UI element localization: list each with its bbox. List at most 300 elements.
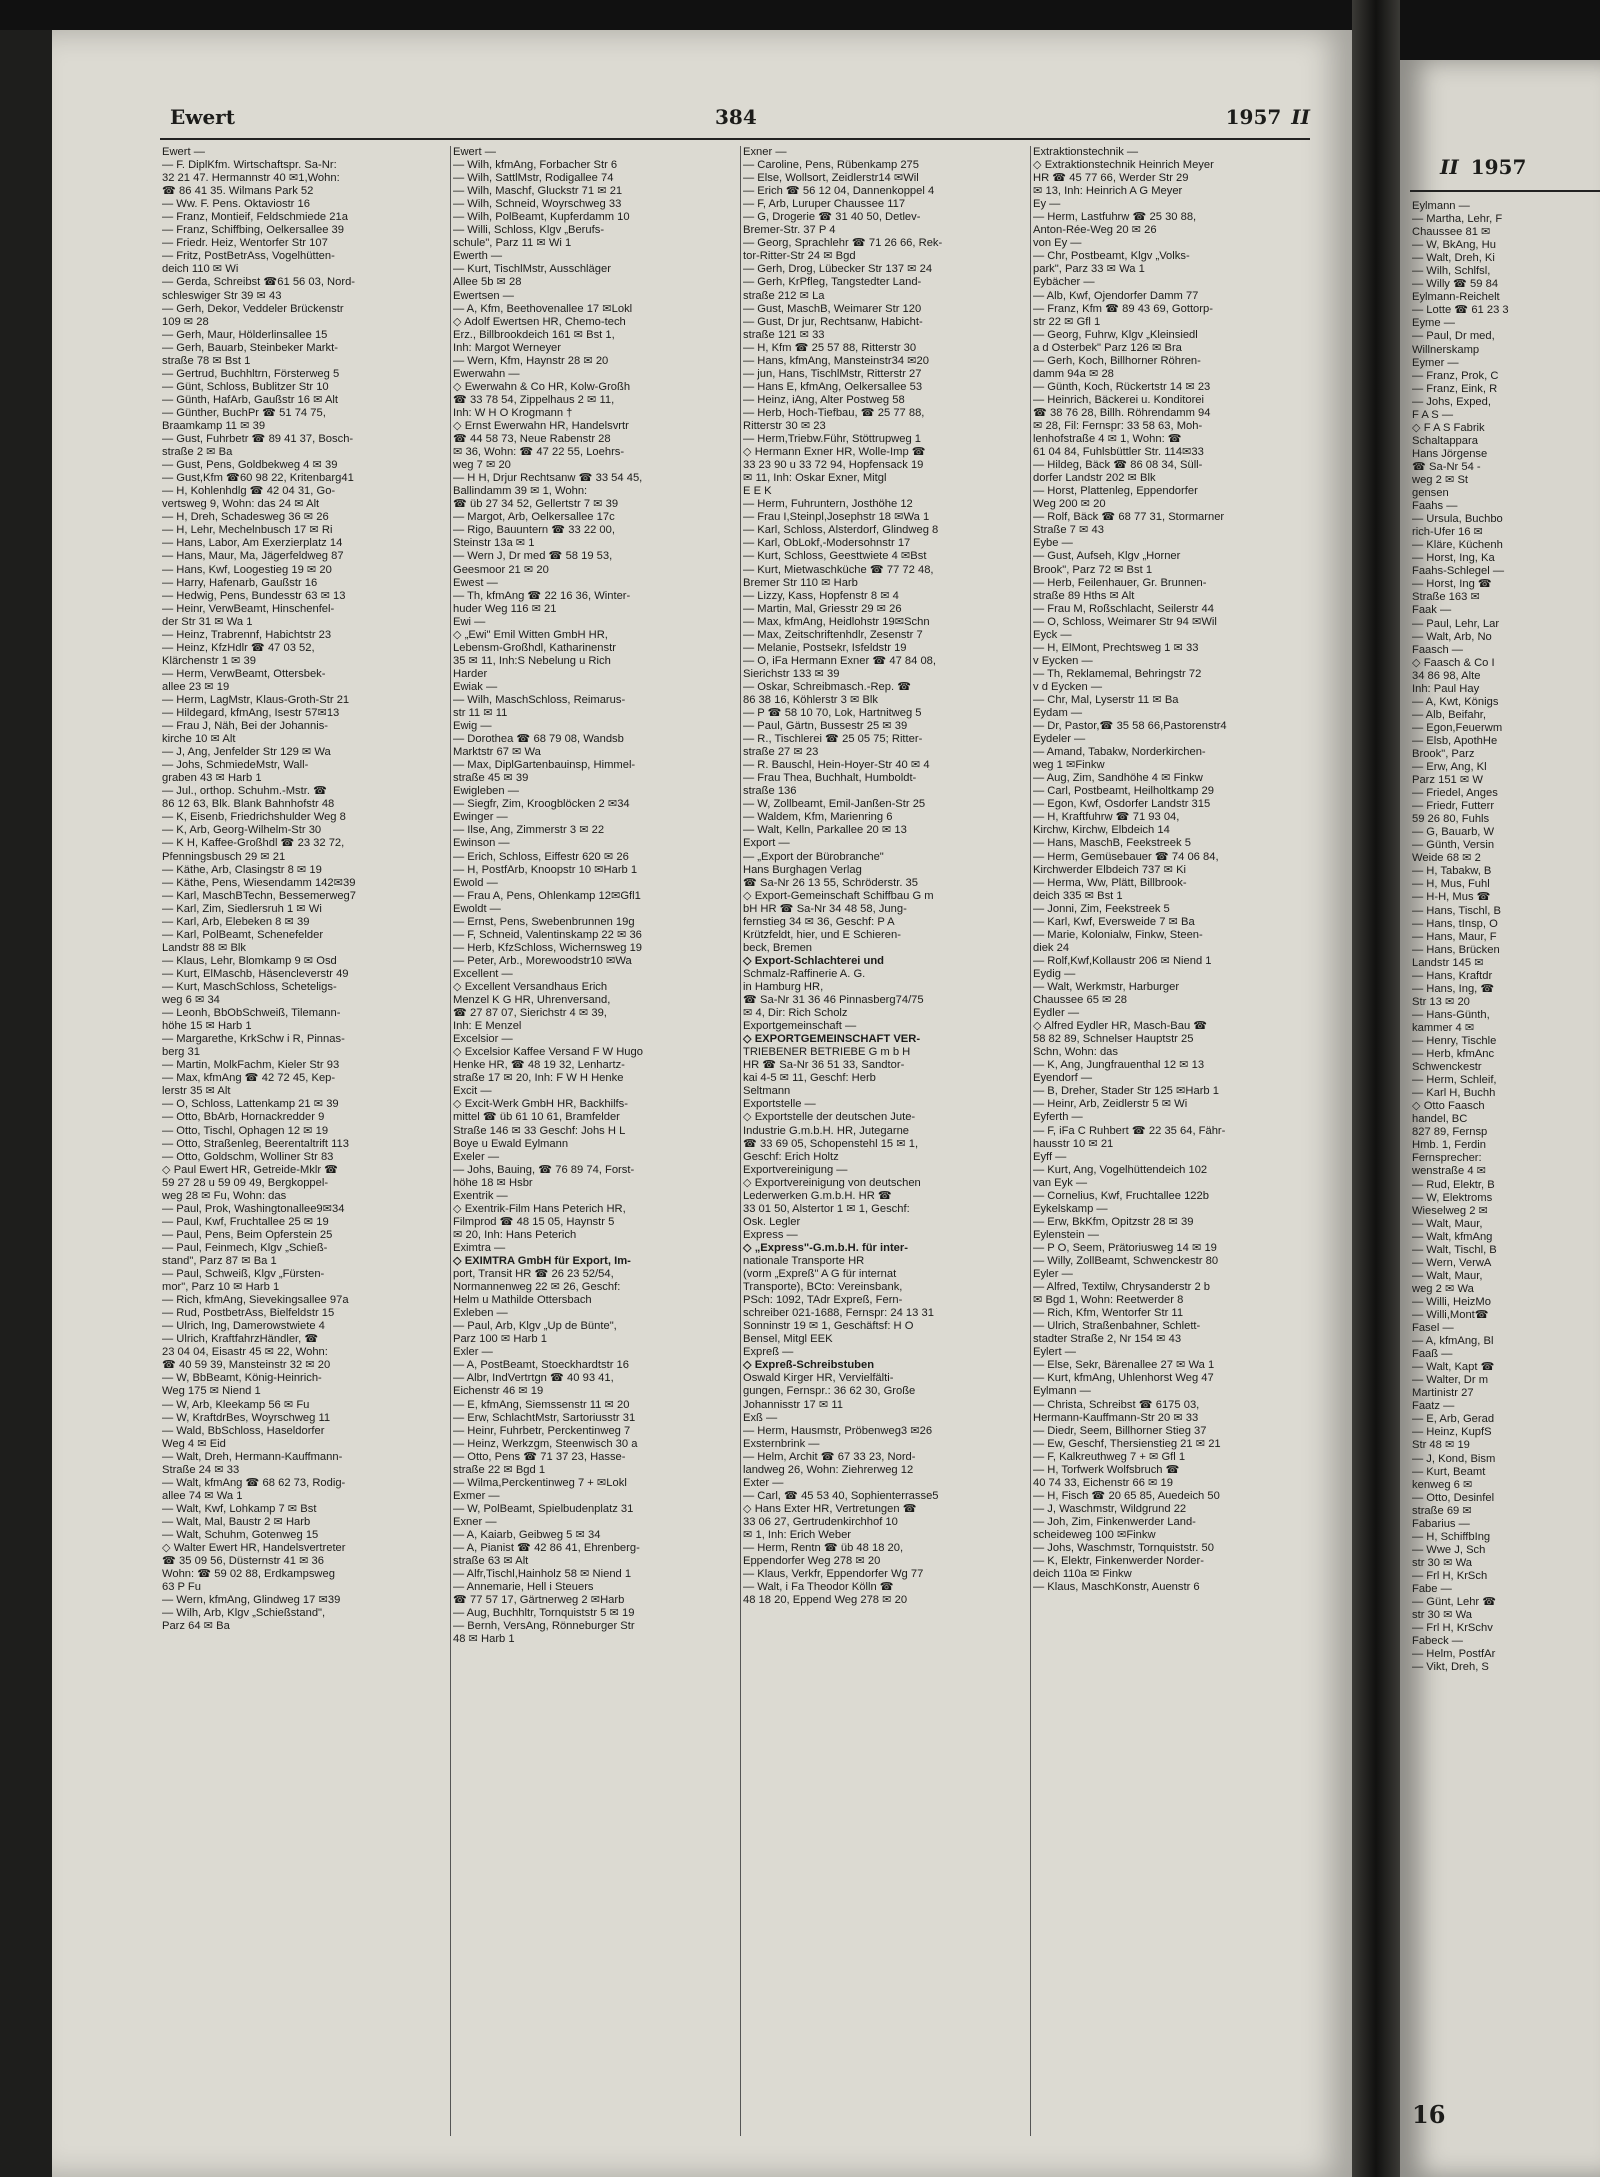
directory-entry-line: — R. Bauschl, Hein-Hoyer-Str 40 ✉ 4: [743, 759, 930, 772]
directory-entry-line: Ewerth —: [453, 250, 503, 263]
directory-entry-line: lerstr 35 ✉ Alt: [162, 1085, 231, 1098]
directory-entry-line: — Gerh, Bauarb, Steinbeker Markt-: [162, 341, 338, 354]
directory-entry-line: — Walt, Maur,: [1412, 1269, 1483, 1282]
directory-entry-line: — Karl, Kwf, Eversweide 7 ✉ Ba: [1033, 915, 1195, 928]
directory-entry-line: — W, Arb, Kleekamp 56 ✉ Fu: [162, 1398, 310, 1411]
directory-entry-line: Schwenckestr: [1412, 1061, 1482, 1074]
directory-entry-line: — R., Tischlerei ☎ 25 05 75; Ritter-: [743, 733, 923, 746]
directory-entry-line: — Rigo, Bauuntern ☎ 33 22 00,: [453, 524, 615, 537]
right-page: [1400, 60, 1600, 2177]
directory-entry-line: — Kurt, Ang, Vogelhüttendeich 102: [1033, 1163, 1208, 1176]
directory-entry-line: allee 23 ✉ 19: [162, 680, 230, 693]
directory-entry-line: — Franz, Kfm ☎ 89 43 69, Gottorp-: [1033, 302, 1213, 315]
directory-entry-line: — Karl, MaschBTechn, Bessemerweg7: [162, 889, 356, 902]
directory-entry-line: Eydig —: [1033, 967, 1076, 980]
directory-entry-line: handel, BC: [1412, 1113, 1468, 1126]
directory-entry-line: Eydler —: [1033, 1007, 1080, 1020]
directory-entry-line: — Willy, ZollBeamt, Schwenckestr 80: [1033, 1254, 1219, 1267]
directory-entry-line: — Herm,Triebw.Führ, Stöttrupweg 1: [743, 433, 922, 446]
directory-entry-line: — Erich, Schloss, Eiffestr 620 ✉ 26: [453, 850, 629, 863]
directory-entry-line: wenstraße 4 ✉: [1412, 1165, 1487, 1178]
directory-entry-line: — Fritz, PostBetrAss, Vogelhütten-: [162, 250, 335, 263]
directory-entry-line: — Heinz, iAng, Alter Postweg 58: [743, 393, 905, 406]
directory-entry-line: — G, Drogerie ☎ 31 40 50, Detlev-: [743, 211, 921, 224]
directory-entry-line: — Max, Zeitschriftenhdlr, Zesenstr 7: [743, 628, 923, 641]
directory-entry-line: HR ☎ Sa-Nr 36 51 33, Sandtor-: [743, 1059, 905, 1072]
directory-entry-line: Parz 151 ✉ W: [1412, 774, 1483, 787]
directory-entry-line: — Frl H, KrSchv: [1412, 1622, 1493, 1635]
directory-entry-line: Inh: Paul Hay: [1412, 682, 1480, 695]
directory-entry-line: Bensel, Mitgl EEK: [743, 1333, 833, 1346]
directory-entry-line: park", Parz 33 ✉ Wa 1: [1033, 263, 1145, 276]
directory-entry-line: — Ulrich, KraftfahrzHändler, ☎: [162, 1333, 319, 1346]
directory-entry-line: Landstr 145 ✉: [1412, 956, 1484, 969]
directory-entry-line: — Walt, Mal, Baustr 2 ✉ Harb: [162, 1515, 311, 1528]
directory-entry-line: beck, Bremen: [743, 941, 813, 954]
directory-entry-line: — Dorothea ☎ 68 79 08, Wandsb: [453, 733, 624, 746]
directory-entry-line: Exmer —: [453, 1489, 500, 1502]
directory-entry-line: — Herb, kfmAnc: [1412, 1048, 1495, 1061]
directory-entry-line: — Erw, Ang, Kl: [1412, 761, 1487, 774]
directory-entry-line: — Helm, Archit ☎ 67 33 23, Nord-: [743, 1450, 916, 1463]
column-2: [450, 146, 735, 2136]
directory-entry-line: — Wilh, Maschf, Gluckstr 71 ✉ 21: [453, 185, 623, 198]
directory-entry-line: — H, Kfm ☎ 25 57 88, Ritterstr 30: [743, 341, 917, 354]
directory-entry-line: ◇ Paul Ewert HR, Getreide-Mklr ☎: [162, 1163, 339, 1176]
directory-entry-line: landweg 26, Wohn: Ziehrerweg 12: [743, 1463, 914, 1476]
directory-entry-line: ☎ Sa-Nr 54 -: [1412, 460, 1481, 473]
directory-entry-line: Exner —: [453, 1515, 497, 1528]
directory-entry-line: — Martin, MolkFachm, Kieler Str 93: [162, 1059, 340, 1072]
directory-entry-line: Fabeck —: [1412, 1635, 1463, 1648]
directory-columns: [160, 146, 1320, 2146]
directory-entry-line: — Herb, Hoch-Tiefbau, ☎ 25 77 88,: [743, 406, 925, 419]
directory-entry-line: kammer 4 ✉: [1412, 1021, 1475, 1034]
directory-entry-line: straße 17 ✉ 20, Inh: F W H Henke: [453, 1072, 624, 1085]
directory-entry-line: (vorm „Expreß" A G für internat: [743, 1268, 897, 1281]
directory-entry-line: ◇ F A S Fabrik: [1412, 421, 1485, 434]
directory-entry-line: — Wilh, SattlMstr, Rodigallee 74: [453, 172, 614, 185]
directory-entry-line: — Egon, Kwf, Osdorfer Landstr 315: [1033, 798, 1211, 811]
directory-entry-line: Ewi —: [453, 615, 486, 628]
directory-entry-line: — J, Ang, Jenfelder Str 129 ✉ Wa: [162, 746, 331, 759]
directory-entry-line: Excelsior —: [453, 1033, 513, 1046]
directory-entry-line: — K, Ang, Jungfrauenthal 12 ✉ 13: [1033, 1059, 1205, 1072]
directory-entry-line: 59 26 80, Fuhls: [1412, 813, 1490, 826]
directory-entry-line: — P ☎ 58 10 70, Lok, Hartnitweg 5: [743, 707, 922, 720]
directory-entry-line: — Herm, LagMstr, Klaus-Groth-Str 21: [162, 693, 350, 706]
directory-entry-line: — Wern J, Dr med ☎ 58 19 53,: [453, 550, 613, 563]
directory-entry-line: — Herma, Ww, Plätt, Billbrook-: [1033, 876, 1187, 889]
directory-entry-line: — Aug, Zim, Sandhöhe 4 ✉ Finkw: [1033, 772, 1203, 785]
directory-entry-line: — Walt, Dreh, Ki: [1412, 252, 1495, 265]
directory-entry-line: — Herb, Feilenhauer, Gr. Brunnen-: [1033, 576, 1207, 589]
directory-entry-line: — Wilh, Schneid, Woyrschweg 33: [453, 198, 622, 211]
directory-entry-line: — Karl H, Buchh: [1412, 1087, 1496, 1100]
directory-entry-line: Str 48 ✉ 19: [1412, 1439, 1470, 1452]
directory-entry-line: ☎ 86 41 35. Wilmans Park 52: [162, 185, 314, 198]
directory-entry-line: 58 82 89, Schnelser Hauptstr 25: [1033, 1033, 1194, 1046]
directory-entry-line: E E K: [743, 485, 772, 498]
directory-entry-line: Faahs —: [1412, 500, 1458, 513]
column-1: [160, 146, 444, 2136]
directory-entry-line: Straße 146 ✉ 33 Geschf: Johs H L: [453, 1124, 626, 1137]
directory-entry-line: — Hans E, kfmAng, Oelkersallee 53: [743, 380, 923, 393]
directory-entry-line: — Wilh, kfmAng, Forbacher Str 6: [453, 159, 618, 172]
directory-entry-line: — Herm, Schleif,: [1412, 1074, 1497, 1087]
directory-entry-line: — Hans, Brücken: [1412, 943, 1500, 956]
directory-entry-line: Eximtra —: [453, 1241, 506, 1254]
directory-entry-line: — H, Kohlenhdlg ☎ 42 04 31, Go-: [162, 485, 336, 498]
directory-entry-line: ◇ Alfred Eydler HR, Masch-Bau ☎: [1033, 1020, 1208, 1033]
directory-entry-line: Weg 175 ✉ Niend 1: [162, 1385, 261, 1398]
directory-entry-line: str 30 ✉ Wa: [1412, 1609, 1472, 1622]
directory-entry-line: Osk. Legler: [743, 1215, 801, 1228]
directory-entry-line: Brook", Parz 72 ✉ Bst 1: [1033, 563, 1153, 576]
directory-entry-line: — Frau M, Roßschlacht, Seilerstr 44: [1033, 602, 1214, 615]
directory-entry-line: — Frau J, Näh, Bei der Johannis-: [162, 720, 329, 733]
directory-entry-line: Johannisstr 17 ✉ 11: [743, 1398, 843, 1411]
directory-entry-line: — Käthe, Arb, Clasingstr 8 ✉ 19: [162, 863, 322, 876]
directory-entry-line: der Str 31 ✉ Wa 1: [162, 615, 253, 628]
directory-entry-line: — Ilse, Ang, Zimmerstr 3 ✉ 22: [453, 824, 605, 837]
directory-entry-line: Normannenweg 22 ✉ 26, Geschf:: [453, 1281, 621, 1294]
directory-entry-line: Allee 5b ✉ 28: [453, 276, 522, 289]
directory-entry-line: — Günth, Versin: [1412, 839, 1495, 852]
directory-entry-line: Eppendorfer Weg 278 ✉ 20: [743, 1555, 881, 1568]
directory-entry-line: — Wilma,Perckentinweg 7 + ✉Lokl: [453, 1476, 627, 1489]
directory-entry-line: — Ernst, Pens, Swebenbrunnen 19g: [453, 915, 635, 928]
directory-entry-line: ☎ 33 78 54, Zippelhaus 2 ✉ 11,: [453, 393, 615, 406]
directory-entry-line: — Walter, Dr m: [1412, 1374, 1489, 1387]
directory-entry-line: deich 110 ✉ Wi: [162, 263, 239, 276]
scan-left-edge: [0, 0, 52, 2177]
directory-entry-line: — Elsb, ApothHe: [1412, 734, 1498, 747]
scan-top-edge: [0, 0, 1352, 30]
directory-entry-line: — O, iFa Hermann Exner ☎ 47 84 08,: [743, 654, 937, 667]
directory-entry-line: straße 212 ✉ La: [743, 289, 825, 302]
directory-entry-line: Anton-Rée-Weg 20 ✉ 26: [1033, 224, 1157, 237]
directory-entry-line: — Walt, kfmAng: [1412, 1230, 1493, 1243]
directory-entry-line: — Martin, Mal, Griesstr 29 ✉ 26: [743, 602, 902, 615]
directory-entry-line: — Wilh, PolBeamt, Kupferdamm 10: [453, 211, 630, 224]
directory-entry-line: Marktstr 67 ✉ Wa: [453, 746, 541, 759]
directory-entry-line: 40 74 33, Eichenstr 66 ✉ 19: [1033, 1476, 1173, 1489]
directory-entry-line: deich 335 ✉ Bst 1: [1033, 889, 1123, 902]
directory-entry-line: 86 12 63, Blk. Blank Bahnhofstr 48: [162, 798, 335, 811]
directory-entry-line: ◇ Ernst Ewerwahn HR, Handelsvrtr: [453, 419, 629, 432]
directory-entry-line: — A, Kfm, Beethovenallee 17 ✉Lokl: [453, 302, 633, 315]
directory-entry-line: — B, Dreher, Stader Str 125 ✉Harb 1: [1033, 1085, 1219, 1098]
directory-entry-line: Eylenstein —: [1033, 1228, 1099, 1241]
directory-entry-line: ☎ 35 09 56, Düsternstr 41 ✉ 36: [162, 1555, 324, 1568]
directory-entry-line: — Max, DiplGartenbauinsp, Himmel-: [453, 759, 636, 772]
directory-entry-line: Eydeler —: [1033, 733, 1086, 746]
directory-entry-line: Bremer Str 110 ✉ Harb: [743, 576, 858, 589]
directory-entry-line: Kirchwerder Elbdeich 737 ✉ Ki: [1033, 863, 1187, 876]
directory-entry-line: Eykelskamp —: [1033, 1202, 1108, 1215]
directory-entry-line: Exportstelle —: [743, 1098, 816, 1111]
directory-entry-line: — Gust, Aufseh, Klgv „Horner: [1033, 550, 1181, 563]
directory-entry-line: Eichenstr 46 ✉ 19: [453, 1385, 544, 1398]
directory-entry-line: graben 43 ✉ Harb 1: [162, 772, 262, 785]
directory-entry-line: Eymer —: [1412, 356, 1459, 369]
directory-entry-line: deich 110a ✉ Finkw: [1033, 1568, 1132, 1581]
directory-entry-line: — Karl, Arb, Elebeken 8 ✉ 39: [162, 915, 310, 928]
directory-entry-line: Lebensm-Großhdl, Katharinenstr: [453, 641, 616, 654]
directory-entry-line: — Johs, Bauing, ☎ 76 89 74, Forst-: [453, 1163, 635, 1176]
directory-entry-line: vertsweg 9, Wohn: das 24 ✉ Alt: [162, 498, 320, 511]
directory-entry-line: Ey —: [1033, 198, 1061, 211]
directory-entry-line: — Frau A, Pens, Ohlenkamp 12✉Gfl1: [453, 889, 641, 902]
directory-entry-line: ☎ 38 76 28, Billh. Röhrendamm 94: [1033, 406, 1211, 419]
directory-entry-line: Eybächer —: [1033, 276, 1095, 289]
directory-entry-line: — Gust, Fuhrbetr ☎ 89 41 37, Bosch-: [162, 433, 354, 446]
directory-entry-line: — Else, Sekr, Bärenallee 27 ✉ Wa 1: [1033, 1359, 1215, 1372]
directory-entry-line: — Peter, Arb., Morewoodstr10 ✉Wa: [453, 954, 632, 967]
directory-entry-line: — Willi,Mont☎: [1412, 1308, 1489, 1321]
volume-text: II: [1291, 105, 1310, 129]
directory-entry-line: Eyferth —: [1033, 1111, 1083, 1124]
directory-entry-line: Brook", Parz: [1412, 747, 1475, 760]
directory-entry-line: Ewinger —: [453, 811, 508, 824]
directory-entry-line: — H, ElMont, Prechtsweg 1 ✉ 33: [1033, 641, 1199, 654]
directory-entry-line: Bremer-Str. 37 P 4: [743, 224, 836, 237]
directory-entry-line: weg 28 ✉ Fu, Wohn: das: [162, 1189, 287, 1202]
column-4: [1030, 146, 1315, 2136]
directory-entry-line: — Rolf,Kwf,Kollaustr 206 ✉ Niend 1: [1033, 954, 1212, 967]
directory-entry-line: — Dr, Pastor,☎ 35 58 66,Pastorenstr4: [1033, 720, 1227, 733]
directory-entry-line: — Herb, KfzSchloss, Wichernsweg 19: [453, 941, 643, 954]
directory-entry-line: — jun, Hans, TischlMstr, Ritterstr 27: [743, 367, 922, 380]
directory-entry-line: — Hans, Kwf, Loogestieg 19 ✉ 20: [162, 563, 332, 576]
directory-entry-line: — Gust,Kfm ☎60 98 22, Kritenbarg41: [162, 472, 354, 485]
directory-entry-line: str 30 ✉ Wa: [1412, 1556, 1472, 1569]
directory-entry-line: — F, iFa C Ruhbert ☎ 22 35 64, Fähr-: [1033, 1124, 1226, 1137]
directory-entry-line: Exentrik —: [453, 1189, 508, 1202]
directory-entry-line: schleswiger Str 39 ✉ 43: [162, 289, 282, 302]
directory-entry-line: stadter Straße 2, Nr 154 ✉ 43: [1033, 1333, 1182, 1346]
directory-entry-line: — Alfred, Textilw, Chrysanderstr 2 b: [1033, 1281, 1210, 1294]
directory-entry-line: höhe 15 ✉ Harb 1: [162, 1020, 252, 1033]
directory-entry-line: — F, Kalkreuthweg 7 + ✉ Gfl 1: [1033, 1450, 1186, 1463]
directory-entry-line: — Erw, SchlachtMstr, Sartoriusstr 31: [453, 1411, 636, 1424]
directory-entry-line: — Willi, Schloss, Klgv „Berufs-: [453, 224, 605, 237]
directory-entry-line: Excellent —: [453, 967, 513, 980]
directory-entry-line: — H, PostfArb, Knoopstr 10 ✉Harb 1: [453, 863, 638, 876]
directory-entry-line: ☎ Sa-Nr 31 36 46 Pinnasberg74/75: [743, 994, 924, 1007]
directory-entry-line: — Georg, Sprachlehr ☎ 71 26 66, Rek-: [743, 237, 943, 250]
directory-entry-line: — Th, Reklamemal, Behringstr 72: [1033, 667, 1202, 680]
directory-entry-line: — Franz, Schiffbing, Oelkersallee 39: [162, 224, 344, 237]
directory-entry-line: Transporte), BCto: Vereinsbank,: [743, 1281, 903, 1294]
directory-entry-line: v Eycken —: [1033, 654, 1093, 667]
directory-entry-line: dorfer Landstr 202 ✉ Blk: [1033, 472, 1156, 485]
directory-entry-line: — Heinr, VerwBeamt, Hinschenfel-: [162, 602, 335, 615]
directory-entry-line: — Paul, Lehr, Lar: [1412, 617, 1500, 630]
directory-entry-line: ◇ Expreß-Schreibstuben: [743, 1359, 875, 1372]
directory-entry-line: ✉ 1, Inh: Erich Weber: [743, 1528, 852, 1541]
directory-entry-line: ◇ Excelsior Kaffee Versand F W Hugo: [453, 1046, 643, 1059]
directory-entry-line: — Paul, Kwf, Fruchtallee 25 ✉ 19: [162, 1215, 329, 1228]
directory-entry-line: ◇ Excellent Versandhaus Erich: [453, 981, 608, 993]
directory-entry-line: — Klaus, MaschKonstr, Auenstr 6: [1033, 1581, 1200, 1594]
directory-entry-line: straße 78 ✉ Bst 1: [162, 354, 251, 367]
directory-entry-line: Chaussee 81 ✉: [1412, 226, 1491, 239]
page-number: 384: [715, 105, 757, 129]
directory-entry-line: — Paul, Dr med,: [1412, 330, 1495, 343]
directory-entry-line: ✉ 11, Inh: Oskar Exner, Mitgl: [743, 472, 887, 485]
directory-entry-line: — H, Tabakw, B: [1412, 865, 1492, 878]
directory-entry-line: port, Transit HR ☎ 26 23 52/54,: [453, 1268, 614, 1281]
directory-entry-line: — Kurt, Schloss, Geesttwiete 4 ✉Bst: [743, 550, 927, 563]
directory-entry-line: 33 06 27, Gertrudenkirchhof 10: [743, 1515, 898, 1528]
directory-entry-line: — Walt, Tischl, B: [1412, 1243, 1497, 1256]
directory-entry-line: — Kurt, kfmAng, Uhlenhorst Weg 47: [1033, 1372, 1214, 1385]
directory-entry-line: Schaltappara: [1412, 434, 1478, 447]
directory-entry-line: — Hildegard, kfmAng, Isestr 57✉13: [162, 707, 340, 720]
directory-entry-line: mor", Parz 10 ✉ Harb 1: [162, 1281, 280, 1294]
directory-entry-line: — Kurt, Mietwaschküche ☎ 77 72 48,: [743, 563, 934, 576]
directory-entry-line: — Heinr, Arb, Zeidlerstr 5 ✉ Wi: [1033, 1098, 1188, 1111]
directory-entry-line: straße 2 ✉ Ba: [162, 446, 233, 459]
directory-entry-line: ☎ 33 69 05, Schopenstehl 15 ✉ 1,: [743, 1137, 919, 1150]
directory-entry-line: — Ulrich, Ing, Damerowstwiete 4: [162, 1320, 325, 1333]
directory-entry-line: — Rich, Kfm, Wentorfer Str 11: [1033, 1307, 1184, 1320]
directory-entry-line: — F. DiplKfm. Wirtschaftspr. Sa-Nr:: [162, 159, 337, 172]
directory-entry-line: — Kurt, ElMaschb, Häsencleverstr 49: [162, 967, 349, 980]
directory-entry-line: 48 ✉ Harb 1: [453, 1633, 515, 1646]
directory-entry-line: tor-Ritter-Str 24 ✉ Bgd: [743, 250, 856, 263]
directory-entry-line: Inh: Margot Werneyer: [453, 341, 561, 354]
directory-entry-line: — Karl, Schloss, Alsterdorf, Glindweg 8: [743, 524, 939, 537]
directory-entry-line: — Klaus, Verkfr, Eppendorfer Wg 77: [743, 1568, 924, 1581]
directory-entry-line: — Marie, Kolonialw, Finkw, Steen-: [1033, 928, 1203, 941]
directory-entry-line: Exsternbrink —: [743, 1437, 820, 1450]
directory-entry-line: 59 27 28 u 59 09 49, Bergkoppel-: [162, 1176, 329, 1189]
directory-entry-line: — Rud, PostbetrAss, Bielfeldstr 15: [162, 1307, 335, 1320]
directory-entry-line: Eylmann —: [1033, 1385, 1091, 1398]
directory-entry-line: — Th, kfmAng ☎ 22 16 36, Winter-: [453, 589, 631, 602]
directory-entry-line: Ewert —: [162, 146, 205, 158]
book-gutter: [1352, 0, 1400, 2177]
directory-entry-line: — Jul., orthop. Schuhm.-Mstr. ☎: [162, 785, 328, 798]
directory-entry-line: 33 01 50, Alstertor 1 ✉ 1, Geschf:: [743, 1202, 910, 1215]
directory-entry-line: — Gust, MaschB, Weimarer Str 120: [743, 302, 922, 315]
directory-entry-line: — Walt, kfmAng ☎ 68 62 73, Rodig-: [162, 1476, 346, 1489]
directory-entry-line: Exner —: [743, 146, 787, 158]
directory-entry-line: 63 P Fu: [162, 1581, 201, 1594]
directory-entry-line: ☎ 40 59 39, Mansteinstr 32 ✉ 20: [162, 1359, 331, 1372]
directory-entry-line: Eylmann —: [1412, 200, 1470, 212]
directory-entry-line: — W, BbBeamt, König-Heinrich-: [162, 1372, 322, 1385]
directory-entry-line: schule", Parz 11 ✉ Wi 1: [453, 237, 572, 250]
directory-entry-line: — Erw, BkKfm, Opitzstr 28 ✉ 39: [1033, 1215, 1194, 1228]
directory-entry-line: Ewig —: [453, 720, 492, 733]
directory-entry-line: Expreß —: [743, 1346, 794, 1359]
directory-entry-line: Exleben —: [453, 1307, 508, 1320]
right-column: [1412, 200, 1600, 2150]
directory-entry-line: 35 ✉ 11, Inh:S Nebelung u Rich: [453, 654, 611, 667]
directory-entry-line: Henke HR, ☎ 48 19 32, Lenhartz-: [453, 1059, 625, 1072]
directory-entry-line: ◇ „Express"-G.m.b.H. für inter-: [743, 1241, 908, 1254]
directory-entry-line: Ewertsen —: [453, 289, 514, 302]
directory-entry-line: — Joh, Zim, Finkenwerder Land-: [1033, 1515, 1196, 1528]
directory-entry-line: gensen: [1412, 487, 1449, 500]
directory-entry-line: Wohn: ☎ 59 02 88, Erdkampsweg: [162, 1568, 335, 1581]
directory-entry-line: — A, kfmAng, Bl: [1412, 1335, 1494, 1348]
directory-entry-line: — A, Kwt, Königs: [1412, 695, 1499, 708]
directory-entry-line: Exportvereinigung —: [743, 1163, 848, 1176]
directory-entry-line: — Frau Thea, Buchhalt, Humboldt-: [743, 772, 917, 785]
right-volume: II: [1440, 155, 1459, 179]
directory-entry-line: — Melanie, Postsekr, Isfeldstr 19: [743, 641, 907, 654]
directory-entry-line: — Willi, HeizMo: [1412, 1295, 1491, 1308]
directory-entry-line: — Carl, ☎ 45 53 40, Sophienterrasse5: [743, 1489, 939, 1502]
directory-entry-line: Exler —: [453, 1346, 493, 1359]
directory-entry-line: — Günther, BuchPr ☎ 51 74 75,: [162, 406, 326, 419]
directory-entry-line: — Heinz, Trabrennf, Habichtstr 23: [162, 628, 332, 641]
directory-entry-line: — Franz, Montieif, Feldschmiede 21a: [162, 211, 348, 224]
directory-entry-line: — O, Schloss, Lattenkamp 21 ✉ 39: [162, 1098, 339, 1111]
directory-entry-line: ◇ Exportstelle der deutschen Jute-: [743, 1111, 916, 1124]
directory-entry-line: weg 2 ✉ Wa: [1412, 1282, 1474, 1295]
directory-entry-line: straße 45 ✉ 39: [453, 772, 529, 785]
directory-entry-line: — Ulrich, Straßenbahner, Schlett-: [1033, 1320, 1201, 1333]
directory-entry-line: — Egon,Feuerwm: [1412, 721, 1503, 734]
directory-entry-line: — K, Arb, Georg-Wilhelm-Str 30: [162, 824, 322, 837]
directory-entry-line: Chaussee 65 ✉ 28: [1033, 994, 1127, 1007]
directory-entry-line: allee 74 ✉ Wa 1: [162, 1489, 243, 1502]
directory-entry-line: ◇ Hans Exter HR, Vertretungen ☎: [743, 1502, 917, 1515]
directory-entry-line: str 11 ✉ 11: [453, 707, 508, 720]
directory-entry-line: Extraktionstechnik —: [1033, 146, 1139, 158]
directory-entry-line: — Herm, Fuhruntern, Josthöhe 12: [743, 498, 913, 511]
directory-entry-line: Straße 24 ✉ 33: [162, 1463, 240, 1476]
directory-entry-line: — Cornelius, Kwf, Fruchtallee 122b: [1033, 1189, 1209, 1202]
directory-entry-line: rich-Ufer 16 ✉: [1412, 526, 1483, 539]
directory-entry-line: ◇ Exentrik-Film Hans Peterich HR,: [453, 1202, 626, 1215]
directory-entry-line: — G, Bauarb, W: [1412, 826, 1495, 839]
directory-entry-line: gungen, Fernspr.: 36 62 30, Große: [743, 1385, 916, 1398]
directory-entry-line: — K H, Kaffee-Großhdl ☎ 23 32 72,: [162, 837, 345, 850]
directory-entry-line: Inh: W H O Krogmann †: [453, 406, 573, 419]
directory-entry-line: Weide 68 ✉ 2: [1412, 852, 1481, 865]
directory-entry-line: Eyendorf —: [1033, 1072, 1093, 1085]
directory-entry-line: — Paul, Arb, Klgv „Up de Bünte",: [453, 1320, 617, 1333]
directory-entry-line: — Paul, Pens, Beim Opferstein 25: [162, 1228, 333, 1241]
directory-entry-line: Faak —: [1412, 604, 1452, 617]
directory-entry-line: Sonninstr 19 ✉ 1, Geschäftsf: H O: [743, 1320, 914, 1333]
directory-entry-line: — Jonni, Zim, Feekstreek 5: [1033, 902, 1170, 915]
right-page-header: [1440, 155, 1526, 179]
directory-entry-line: — Hans, Tischl, B: [1412, 904, 1501, 917]
directory-entry-line: Straße 7 ✉ 43: [1033, 524, 1104, 537]
directory-entry-line: weg 6 ✉ 34: [162, 994, 220, 1007]
directory-entry-line: berg 31: [162, 1046, 200, 1059]
directory-entry-line: — Bernh, VersAng, Rönneburger Str: [453, 1620, 635, 1633]
directory-entry-line: Hans Burghagen Verlag: [743, 863, 862, 876]
directory-entry-line: — Hildeg, Bäck ☎ 86 08 34, Süll-: [1033, 459, 1203, 472]
directory-entry-line: — Horst, Plattenleg, Eppendorfer: [1033, 485, 1198, 498]
directory-entry-line: — Martha, Lehr, F: [1412, 213, 1503, 226]
directory-entry-line: — A, Kaiarb, Geibweg 5 ✉ 34: [453, 1528, 601, 1541]
directory-entry-line: — Hans, kfmAng, Mansteinstr34 ✉20: [743, 354, 929, 367]
directory-entry-line: — Paul, Prok, Washingtonallee9✉34: [162, 1202, 345, 1215]
directory-entry-line: — Gerh, Dekor, Veddeler Brückenstr: [162, 302, 344, 315]
directory-entry-line: straße 121 ✉ 33: [743, 328, 825, 341]
directory-entry-line: von Ey —: [1033, 237, 1082, 250]
